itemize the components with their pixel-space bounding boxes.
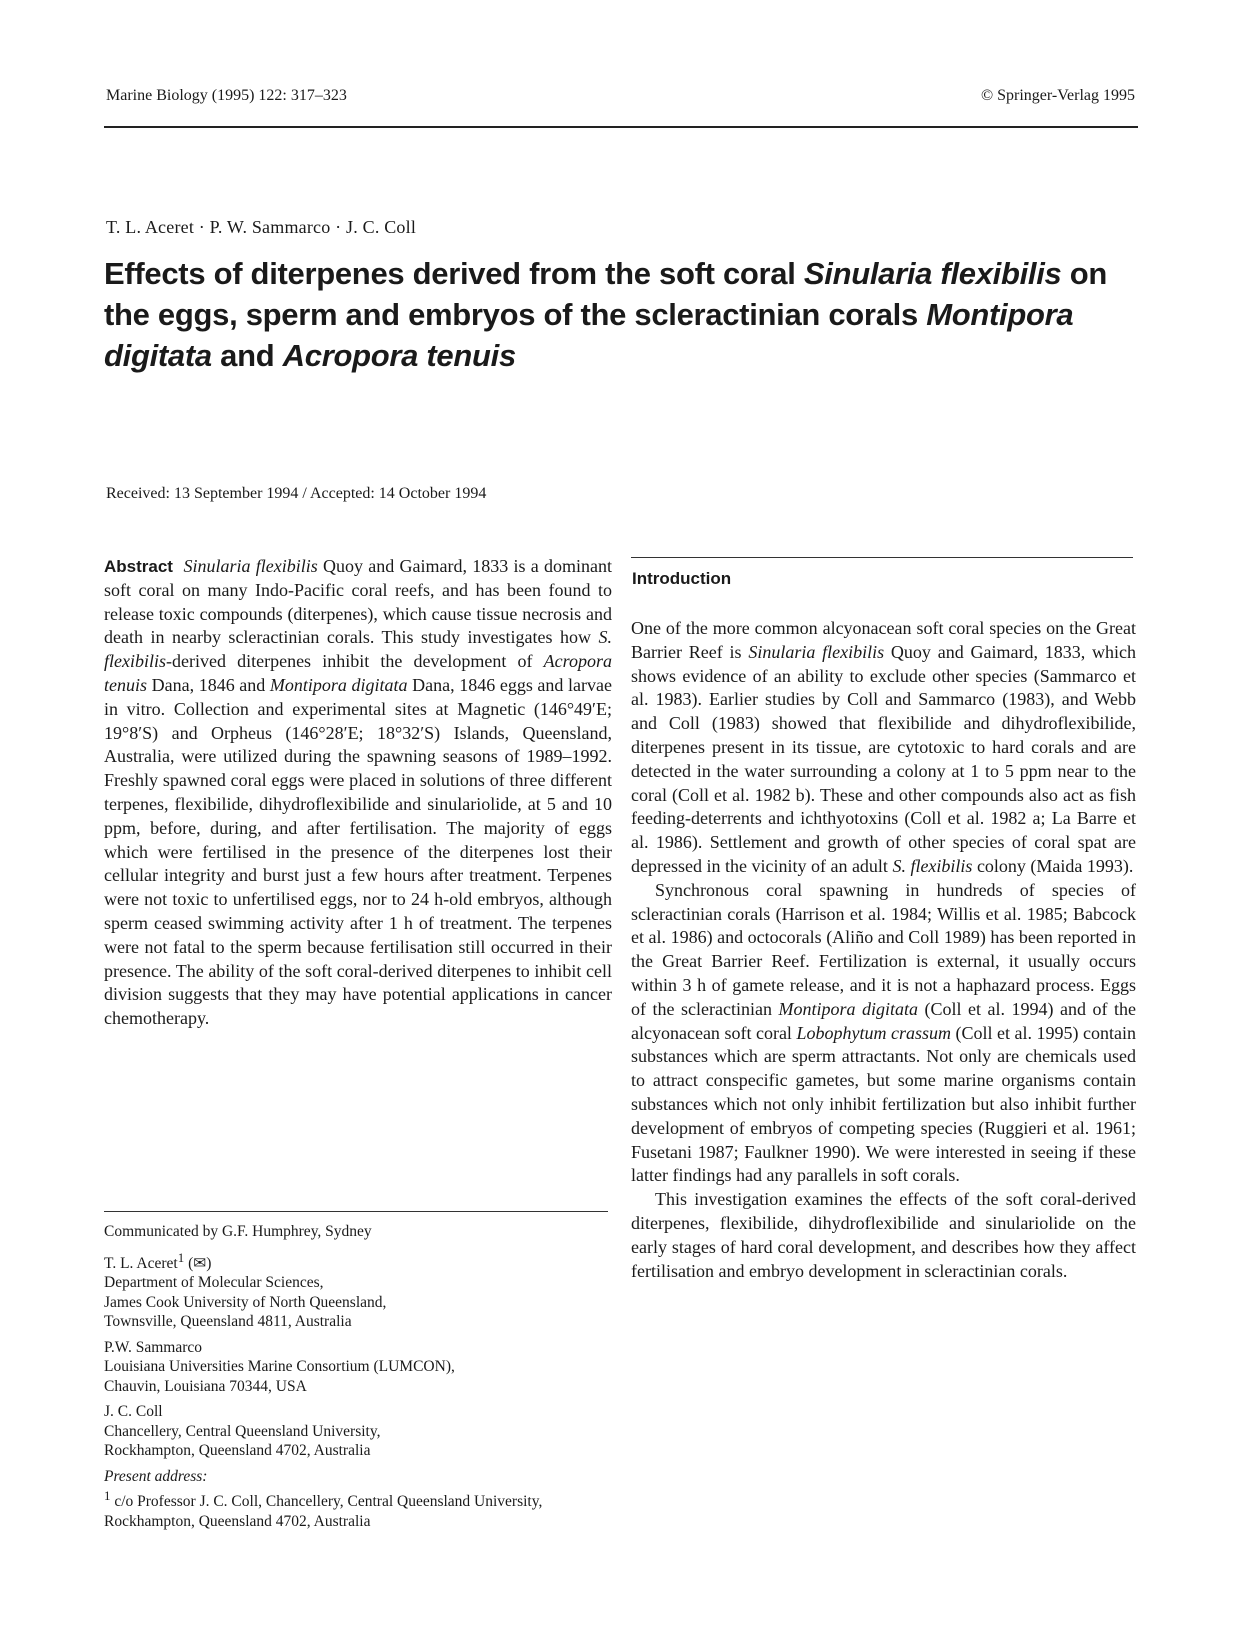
header-divider bbox=[104, 126, 1138, 128]
present-address: Present address: $^1$ c/o Professor J. C. Coll, Chancellery, Central Queensland University, Rockhampton, Queensland 4702, Australia bbox=[104, 1467, 543, 1530]
introduction-body bbox=[631, 617, 1136, 1283]
intro-paragraph-2: Synchronous coral spawning in hundreds of species of scleractinian corals (Harrison et al. 1984; Willis et al. 1985; Babcock et al. 1986) and octocorals (Aliño and Coll 1989) has been reported in the Great Barrier Reef. Fertilization is external, it usually occurs within 3 h of gamete release, and it is not a haphazard process. Eggs of the scleractinian Montipora digitata (Coll et al. 1994) and of the alcyonacean soft coral Lobophytum crassum (Coll et al. 1995) contain substances which are sperm attractants. Not only are chemicals used to attract conspecific gametes, but some marine organisms contain substances which not only inhibit fertilization but also inhibit further development of embryos of competing species (Ruggieri et al. 1961; Fusetani 1987; Faulkner 1990). We were interested in seeing if these latter findings had any parallels in soft corals. bbox=[631, 879, 1136, 1186]
article-title: Effects of diterpenes derived from the soft coral Sinularia flexibilis on the eggs, sperm and embryos of the scleractinian corals Montipora digitata and Acropora tenuis bbox=[104, 256, 1108, 373]
copyright-notice: © Springer-Verlag 1995 bbox=[980, 87, 1135, 104]
author-affiliations bbox=[104, 1222, 616, 1537]
received-accepted-dates: Received: 13 September 1994 / Accepted: 14 October 1994 bbox=[106, 485, 487, 502]
communicated-by: Communicated by G.F. Humphrey, Sydney bbox=[104, 1223, 372, 1240]
section-divider bbox=[631, 557, 1133, 558]
abstract bbox=[104, 555, 612, 1031]
affiliation-sammarco: P.W. Sammarco Louisiana Universities Marine Consortium (LUMCON), Chauvin, Louisiana 70344, USA bbox=[104, 1338, 455, 1395]
envelope-icon: (✉) bbox=[188, 1254, 212, 1272]
affiliation-coll: J. C. Coll Chancellery, Central Queensland University, Rockhampton, Queensland 4702, Australia bbox=[104, 1403, 381, 1460]
intro-paragraph-1: One of the more common alcyonacean soft coral species on the Great Barrier Reef is Sinularia flexibilis Quoy and Gaimard, 1833, which shows evidence of an ability to exclude other species (Sammarco et al. 1983). Earlier studies by Coll and Sammarco (1983), and Webb and Coll (1983) showed that flexibilide and dihydroflexibilide, diterpenes present in its tissue, are cytotoxic to hard corals and are detected in the water surrounding a colony at 1 to 5 ppm near to the coral (Coll et al. 1982 b). These and other compounds also act as fish feeding-deterrents and ichthyotoxins (Coll et al. 1982 a; La Barre et al. 1986). Settlement and growth of other species of coral spat are depressed in the vicinity of an adult S. flexibilis colony (Maida 1993). bbox=[631, 618, 1137, 876]
author-list: T. L. Aceret · P. W. Sammarco · J. C. Coll bbox=[106, 217, 417, 237]
affiliation-aceret: T. L. Aceret$^1$ (✉) Department of Molecular Sciences, James Cook University of North Queensland, Townsville, Queensland 4811, Australia bbox=[104, 1249, 387, 1331]
intro-paragraph-3: This investigation examines the effects of the soft coral-derived diterpenes, flexibilide, dihydroflexibilide and sinulariolide on the early stages of hard coral development, and describes how they affect fertilisation and embryo development in scleractinian corals. bbox=[631, 1189, 1136, 1281]
abstract-text: Abstract Sinularia flexibilis Quoy and Gaimard, 1833 is a dominant soft coral on many Indo-Pacific coral reefs, and has been found to release toxic compounds (diterpenes), which cause tissue necrosis and death in nearby scleractinian corals. This study investigates how S. flexibilis-derived diterpenes inhibit the development of Acropora tenuis Dana, 1846 and Montipora digitata Dana, 1846 eggs and larvae in vitro. Collection and experimental sites at Magnetic (146°49′E; 19°8′S) and Orpheus (146°28′E; 18°32′S) Islands, Queensland, Australia, were utilized during the spawning seasons of 1989–1992. Freshly spawned coral eggs were placed in solutions of three different terpenes, flexibilide, dihydroflexibilide and sinulariolide, at 5 and 10 ppm, before, during, and after fertilisation. The majority of eggs which were fertilised in the presence of the diterpenes lost their cellular integrity and burst just a few hours after treatment. Terpenes were not toxic to unfertilised eggs, nor to 24 h-old embryos, although sperm ceased swimming activity after 1 h of treatment. The terpenes were not fatal to the sperm because fertilisation still occurred in their presence. The ability of the soft coral-derived diterpenes to inhibit cell division suggests that they may have potential applications in cancer chemotherapy. bbox=[104, 556, 613, 1029]
journal-citation: Marine Biology (1995) 122: 317–323 bbox=[106, 87, 347, 104]
footnote-divider bbox=[104, 1211, 608, 1212]
section-heading-introduction: Introduction bbox=[632, 569, 732, 588]
abstract-label: Abstract bbox=[104, 557, 173, 576]
